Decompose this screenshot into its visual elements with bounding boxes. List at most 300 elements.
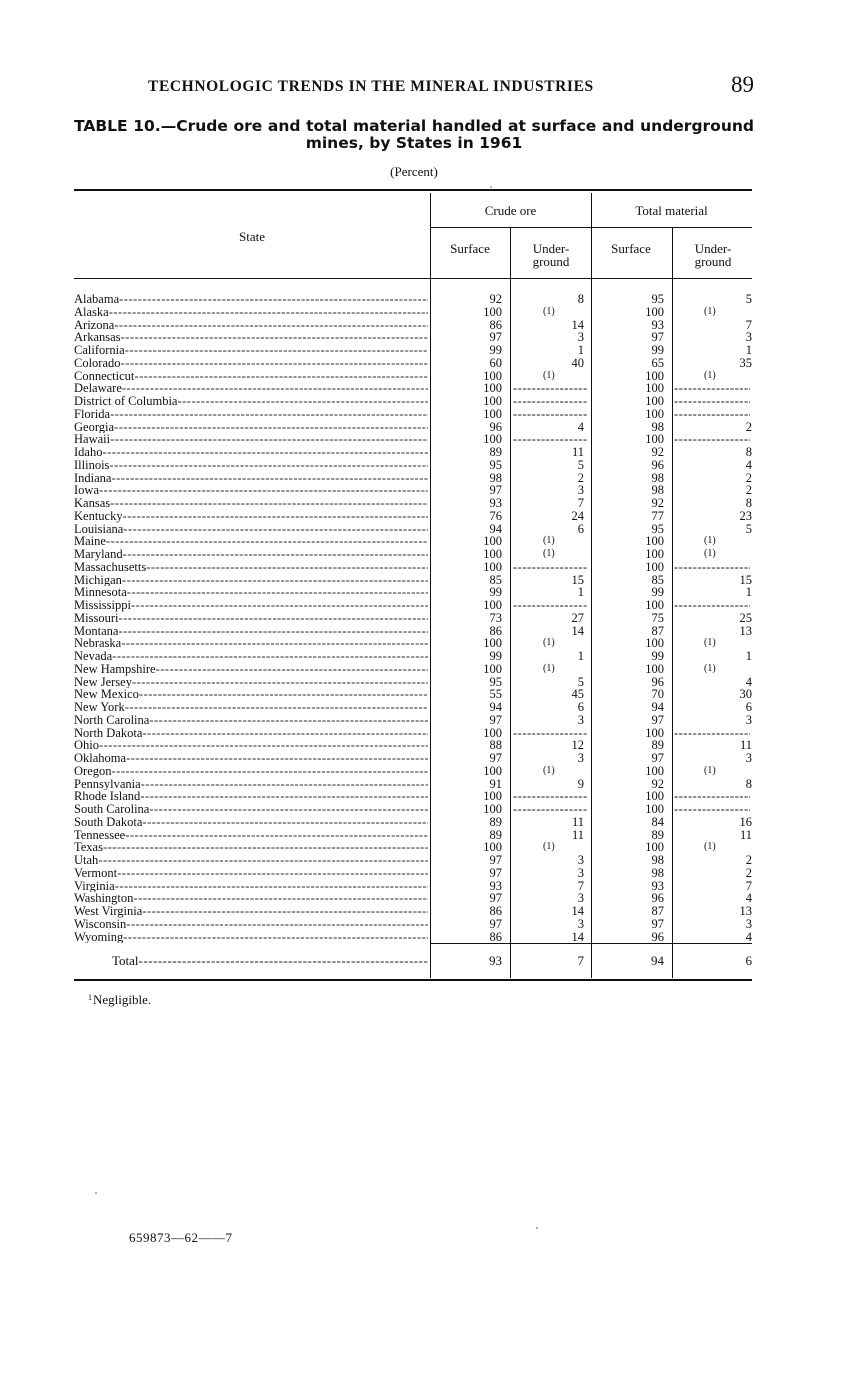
crude-surface-value: 86 (489, 317, 502, 332)
crude-surface-value: 100 (483, 534, 502, 549)
crude-surface-value: 96 (489, 419, 502, 434)
crude-surface-value: 97 (489, 712, 502, 727)
state-name: Georgia ----- (74, 421, 428, 434)
total-surface-value: 100 (645, 432, 664, 447)
crude-surface-value: 100 (483, 802, 502, 816)
total-surface-value: 75 (651, 610, 664, 625)
total-underground-value: 2 (745, 865, 752, 880)
total-surface-value: 100 (645, 304, 664, 319)
state-name: Wisconsin ----- (74, 918, 428, 931)
total-surface-value: 97 (651, 330, 664, 345)
state-name: Missouri ----- (74, 612, 428, 625)
table-row (74, 446, 752, 459)
scan-speck (536, 1227, 538, 1229)
crude-underground-none-dashes (513, 408, 587, 421)
table-row (74, 880, 752, 893)
table-row (74, 459, 752, 472)
total-total-underground: 6 (745, 953, 752, 968)
table-row (74, 357, 752, 370)
state-name: Texas ----- (74, 841, 428, 854)
state-name: North Carolina ----- (74, 714, 428, 727)
table-body (74, 293, 752, 943)
crude-surface-value: 99 (489, 585, 502, 600)
footnote-text: Negligible. (93, 992, 152, 1007)
table-row (74, 331, 752, 344)
total-underground-value: 4 (745, 457, 752, 472)
total-underground-value: 7 (745, 878, 752, 893)
crude-underground-value: 3 (577, 483, 584, 498)
table-row (74, 752, 752, 765)
total-underground-value: 15 (739, 572, 752, 587)
state-name: Utah ----- (74, 854, 428, 867)
crude-underground-value: 3 (577, 853, 584, 867)
state-name: Iowa ----- (74, 484, 428, 497)
table-row (74, 637, 752, 650)
total-surface-value: 96 (651, 891, 664, 906)
header-crude-ore: Crude ore (484, 203, 537, 218)
total-underground-value: 23 (739, 508, 752, 523)
state-name: Delaware ----- (74, 382, 428, 395)
crude-underground-value: 14 (571, 623, 584, 638)
crude-underground-value: 11 (571, 814, 584, 829)
total-surface-value: 84 (651, 814, 664, 829)
total-underground-value: 1 (745, 649, 752, 663)
total-surface-value: 98 (651, 865, 664, 880)
crude-surface-value: 97 (489, 865, 502, 880)
page-number: 89 (731, 72, 754, 97)
crude-surface-value: 60 (489, 355, 502, 370)
state-name: Washington ----- (74, 892, 428, 905)
table-row (74, 561, 752, 574)
state-name: Minnesota ----- (74, 586, 428, 599)
crude-surface-value: 86 (489, 904, 502, 918)
state-name: Oklahoma ----- (74, 752, 428, 765)
state-name: Pennsylvania ----- (74, 778, 428, 791)
state-name: District of Columbia ----- (74, 395, 428, 408)
table-row (74, 548, 752, 561)
total-surface-value: 98 (651, 419, 664, 434)
footnote-mark: 1 (88, 993, 92, 1002)
state-name: Florida ----- (74, 408, 428, 421)
crude-underground-value: 14 (571, 929, 584, 944)
crude-underground-value: 3 (577, 330, 584, 345)
total-surface-value: 93 (651, 878, 664, 893)
total-underground-none-dashes (674, 727, 750, 740)
total-surface-value: 97 (651, 916, 664, 931)
total-row (74, 954, 752, 968)
total-surface-value: 77 (651, 508, 664, 523)
crude-surface-value: 100 (483, 789, 502, 804)
crude-surface-value: 100 (483, 368, 502, 383)
table-row (74, 663, 752, 676)
total-surface-value: 100 (645, 381, 664, 396)
table-row (74, 739, 752, 752)
crude-surface-value: 93 (489, 496, 502, 510)
state-name: Arizona ----- (74, 319, 428, 332)
header-crude-surface: Surface (450, 241, 490, 256)
crude-underground-value: 1 (577, 585, 584, 600)
table-row (74, 612, 752, 625)
crude-surface-value: 86 (489, 623, 502, 638)
running-head (148, 72, 754, 100)
crude-underground-none-dashes (513, 803, 587, 816)
crude-underground-value: 6 (577, 700, 584, 714)
crude-surface-value: 100 (483, 661, 502, 676)
crude-underground-value: 3 (577, 916, 584, 931)
crude-surface-value: 98 (489, 470, 502, 485)
crude-surface-value: 99 (489, 649, 502, 663)
scan-speck (490, 186, 492, 188)
state-name: Maryland ----- (74, 548, 428, 561)
crude-underground-value: 1 (577, 343, 584, 357)
crude-surface-value: 89 (489, 814, 502, 829)
crude-surface-value: 97 (489, 751, 502, 765)
state-name: New Hampshire ----- (74, 663, 428, 676)
crude-underground-value: 24 (571, 508, 584, 523)
crude-surface-value: 94 (489, 521, 502, 536)
crude-surface-value: 89 (489, 445, 502, 459)
state-name: Montana ----- (74, 625, 428, 638)
total-surface-value: 92 (651, 496, 664, 510)
state-name: New Mexico ----- (74, 688, 428, 701)
crude-surface-value: 97 (489, 483, 502, 498)
total-surface-value: 100 (645, 840, 664, 855)
total-underground-value: 1 (745, 585, 752, 600)
total-surface-value: 97 (651, 751, 664, 765)
total-underground-value: (1) (704, 548, 716, 559)
total-underground-value: 5 (745, 521, 752, 536)
total-label: Total ----- (112, 954, 428, 968)
crude-underground-value: 45 (571, 687, 584, 702)
table-row (74, 676, 752, 689)
table-row (74, 867, 752, 880)
header-state: State (239, 229, 265, 244)
total-surface-value: 96 (651, 457, 664, 472)
crude-underground-value: (1) (543, 535, 555, 547)
total-surface-value: 94 (651, 700, 664, 714)
table-row (74, 293, 752, 306)
state-name: Indiana ----- (74, 472, 428, 485)
state-name: New Jersey ----- (74, 676, 428, 689)
total-underground-value: (1) (704, 535, 716, 547)
total-surface-value: 93 (651, 317, 664, 332)
table-title: TABLE 10.—Crude ore and total material handled at surface and underground mines, by States in 1961 (74, 117, 754, 152)
crude-surface-value: 85 (489, 572, 502, 587)
crude-surface-value: 100 (483, 432, 502, 447)
footnote (88, 992, 151, 1008)
table-row (74, 510, 752, 523)
crude-underground-value: 3 (577, 751, 584, 765)
total-surface-value: 97 (651, 712, 664, 727)
total-surface-value: 99 (651, 585, 664, 600)
header-bottom-rule (74, 278, 752, 279)
crude-underground-value: 4 (577, 419, 584, 434)
total-surface-value: 100 (645, 547, 664, 561)
unit-note: (Percent) (390, 164, 438, 179)
crude-underground-none-dashes (513, 561, 587, 574)
state-name: Maine ----- (74, 535, 428, 548)
state-name: Connecticut ----- (74, 370, 428, 383)
total-underground-none-dashes (674, 599, 750, 612)
total-underground-value: 3 (745, 330, 752, 345)
crude-underground-value: 3 (577, 712, 584, 727)
total-underground-value: 16 (739, 814, 752, 829)
state-name: Alaska ----- (74, 306, 428, 319)
total-surface-value: 98 (651, 853, 664, 867)
state-name: Wyoming ----- (74, 931, 428, 944)
crude-surface-value: 95 (489, 457, 502, 472)
state-name: Kansas ----- (74, 497, 428, 510)
crude-underground-value: 14 (571, 904, 584, 918)
crude-surface-value: 99 (489, 343, 502, 357)
crude-surface-value: 100 (483, 304, 502, 319)
total-underground-value: 11 (739, 738, 752, 753)
total-surface-value: 100 (645, 598, 664, 612)
state-name: Idaho ----- (74, 446, 428, 459)
crude-underground-value: 9 (577, 776, 584, 791)
crude-surface-value: 97 (489, 891, 502, 906)
total-underground-value: 7 (745, 317, 752, 332)
table-row (74, 803, 752, 816)
table-row (74, 931, 752, 944)
table-row (74, 395, 752, 408)
table-row (74, 905, 752, 918)
crude-underground-value: 27 (571, 610, 584, 625)
crude-underground-value: 7 (577, 878, 584, 893)
table-row (74, 433, 752, 446)
total-underground-none-dashes (674, 408, 750, 421)
table-row (74, 765, 752, 778)
crude-underground-value: 2 (577, 470, 584, 485)
total-underground-value: 3 (745, 712, 752, 727)
crude-underground-value: 6 (577, 521, 584, 536)
state-name: Nebraska ----- (74, 637, 428, 650)
total-surface-value: 98 (651, 470, 664, 485)
total-crude-surface: 93 (489, 953, 502, 968)
table-row (74, 472, 752, 485)
total-underground-none-dashes (674, 433, 750, 446)
table-row (74, 319, 752, 332)
crude-underground-value: (1) (543, 764, 555, 776)
table-row (74, 816, 752, 829)
crude-underground-none-dashes (513, 382, 587, 395)
crude-underground-none-dashes (513, 599, 587, 612)
top-rule (74, 189, 752, 191)
total-underground-value: 4 (745, 674, 752, 689)
table-row (74, 714, 752, 727)
crude-underground-value: 5 (577, 457, 584, 472)
state-name: Arkansas ----- (74, 331, 428, 344)
table-row (74, 701, 752, 714)
state-name: Alabama ----- (74, 293, 428, 306)
crude-underground-value: 5 (577, 674, 584, 689)
table-row (74, 650, 752, 663)
crude-underground-value: (1) (543, 662, 555, 674)
total-surface-value: 99 (651, 649, 664, 663)
crude-underground-value: 15 (571, 572, 584, 587)
total-surface-value: 92 (651, 445, 664, 459)
total-underground-value: 13 (739, 623, 752, 638)
total-underground-value: 4 (745, 891, 752, 906)
total-underground-value: 25 (739, 610, 752, 625)
total-surface-value: 100 (645, 394, 664, 408)
state-name: Michigan ----- (74, 574, 428, 587)
state-name: Vermont ----- (74, 867, 428, 880)
total-underground-none-dashes (674, 395, 750, 408)
total-underground-value: 3 (745, 916, 752, 931)
total-surface-value: 100 (645, 368, 664, 383)
crude-underground-value: (1) (543, 548, 555, 559)
total-underground-value: 4 (745, 929, 752, 944)
state-name: South Dakota ----- (74, 816, 428, 829)
crude-underground-value: (1) (543, 369, 555, 381)
crude-underground-value: 11 (571, 445, 584, 459)
total-surface-value: 89 (651, 827, 664, 842)
total-underground-value: (1) (704, 662, 716, 674)
crude-surface-value: 100 (483, 840, 502, 855)
total-surface-value: 100 (645, 802, 664, 816)
crude-surface-value: 55 (489, 687, 502, 702)
crude-surface-value: 100 (483, 381, 502, 396)
crude-surface-value: 94 (489, 700, 502, 714)
total-underground-value: 1 (745, 343, 752, 357)
scan-speck (95, 1192, 97, 1194)
table-row (74, 918, 752, 931)
total-surface-value: 85 (651, 572, 664, 587)
print-code: 659873—62——7 (129, 1230, 233, 1245)
state-name: Virginia ----- (74, 880, 428, 893)
total-underground-value: 8 (745, 445, 752, 459)
crude-surface-value: 93 (489, 878, 502, 893)
total-surface-value: 100 (645, 789, 664, 804)
table-row (74, 599, 752, 612)
crude-underground-none-dashes (513, 790, 587, 803)
state-name: Ohio ----- (74, 739, 428, 752)
total-surface-value: 87 (651, 623, 664, 638)
table-row (74, 892, 752, 905)
state-name: Colorado ----- (74, 357, 428, 370)
total-crude-underground: 7 (577, 953, 584, 968)
total-underground-none-dashes (674, 803, 750, 816)
total-surface-value: 100 (645, 559, 664, 574)
total-surface-value: 100 (645, 636, 664, 651)
total-surface-value: 65 (651, 355, 664, 370)
state-name: Louisiana ----- (74, 523, 428, 536)
crude-surface-value: 100 (483, 559, 502, 574)
table-row (74, 484, 752, 497)
crude-surface-value: 73 (489, 610, 502, 625)
table-row (74, 408, 752, 421)
header-crude-underground: Under- ground (532, 241, 570, 269)
crude-surface-value: 100 (483, 547, 502, 561)
crude-surface-value: 97 (489, 330, 502, 345)
state-name: West Virginia ----- (74, 905, 428, 918)
header-total-underground: Under- ground (694, 241, 732, 269)
crude-surface-value: 97 (489, 853, 502, 867)
crude-surface-value: 100 (483, 406, 502, 421)
state-name: California ----- (74, 344, 428, 357)
table-row (74, 854, 752, 867)
crude-underground-value: 1 (577, 649, 584, 663)
header-total-material: Total material (635, 203, 708, 218)
crude-surface-value: 86 (489, 929, 502, 944)
total-underground-value: (1) (704, 305, 716, 317)
total-underground-value: 2 (745, 483, 752, 498)
crude-underground-value: 40 (571, 355, 584, 370)
crude-underground-value: 11 (571, 827, 584, 842)
crude-underground-value: (1) (543, 841, 555, 853)
total-surface-value: 96 (651, 929, 664, 944)
total-underground-value: 6 (745, 700, 752, 714)
table-row (74, 344, 752, 357)
state-name: Tennessee ----- (74, 829, 428, 842)
state-name: Oregon ----- (74, 765, 428, 778)
running-title: TECHNOLOGIC TRENDS IN THE MINERAL INDUSTRIES (148, 78, 594, 95)
table-row (74, 497, 752, 510)
state-name: Hawaii ----- (74, 433, 428, 446)
crude-surface-value: 100 (483, 394, 502, 408)
total-underground-value: 8 (745, 496, 752, 510)
total-underground-value: 5 (745, 292, 752, 306)
total-surface-value: 99 (651, 343, 664, 357)
total-underground-value: 2 (745, 853, 752, 867)
crude-surface-value: 100 (483, 725, 502, 740)
state-name: Illinois ----- (74, 459, 428, 472)
total-surface-value: 87 (651, 904, 664, 918)
total-underground-value: (1) (704, 637, 716, 649)
total-surface-value: 100 (645, 406, 664, 421)
crude-underground-value: 14 (571, 317, 584, 332)
crude-surface-value: 100 (483, 636, 502, 651)
total-underground-value: (1) (704, 841, 716, 853)
crude-surface-value: 76 (489, 508, 502, 523)
state-name: Massachusetts ----- (74, 561, 428, 574)
table-row (74, 574, 752, 587)
total-surface-value: 89 (651, 738, 664, 753)
crude-underground-value: 8 (577, 292, 584, 306)
bottom-rule (74, 979, 752, 981)
total-underground-value: (1) (704, 369, 716, 381)
total-underground-none-dashes (674, 382, 750, 395)
total-underground-value: 13 (739, 904, 752, 918)
total-underground-value: 11 (739, 827, 752, 842)
crude-surface-value: 95 (489, 674, 502, 689)
total-total-surface: 94 (651, 953, 664, 968)
crude-underground-value: (1) (543, 305, 555, 317)
state-name: Nevada ----- (74, 650, 428, 663)
state-name: Mississippi ----- (74, 599, 428, 612)
total-surface-value: 92 (651, 776, 664, 791)
crude-underground-none-dashes (513, 395, 587, 408)
table-row (74, 688, 752, 701)
table-row (74, 306, 752, 319)
state-name: Rhode Island ----- (74, 790, 428, 803)
total-surface-value: 100 (645, 763, 664, 778)
table-row (74, 727, 752, 740)
crude-surface-value: 100 (483, 763, 502, 778)
total-underground-none-dashes (674, 790, 750, 803)
state-name: New York ----- (74, 701, 428, 714)
total-underground-value: 2 (745, 419, 752, 434)
total-surface-value: 100 (645, 661, 664, 676)
total-underground-value: 35 (739, 355, 752, 370)
total-underground-value: (1) (704, 764, 716, 776)
header-total-surface: Surface (611, 241, 651, 256)
data-table (74, 188, 752, 981)
total-surface-value: 70 (651, 687, 664, 702)
total-underground-value: 8 (745, 776, 752, 791)
total-surface-value: 95 (651, 292, 664, 306)
